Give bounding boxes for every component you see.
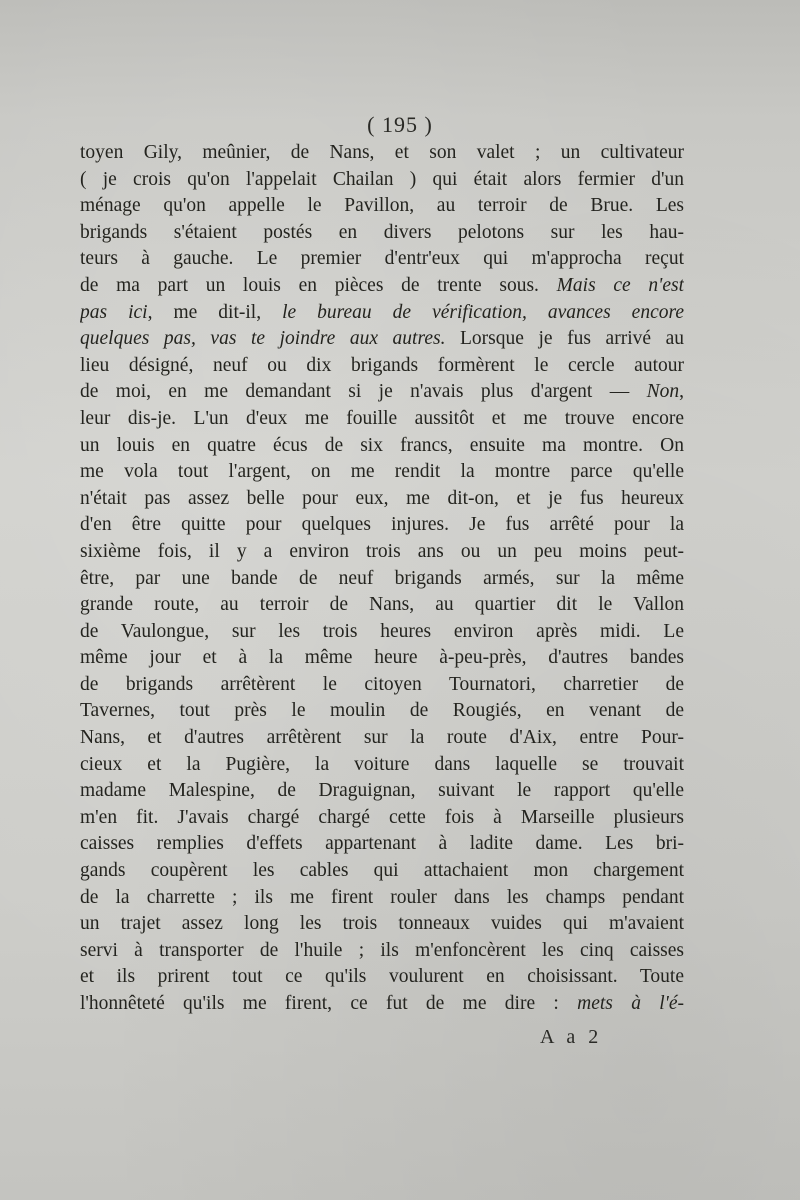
text-run: ( je crois qu'on l'appelait Chailan ) qui était alors fermier d'un bbox=[80, 168, 684, 190]
italic-text-run: Mais ce n'est bbox=[556, 274, 684, 296]
text-line bbox=[80, 353, 684, 380]
text-line bbox=[80, 220, 684, 247]
text-run: brigands s'étaient postés en divers pelotons sur les hau- bbox=[80, 221, 684, 243]
text-run: Nans, et d'autres arrêtèrent sur la route d'Aix, entre Pour- bbox=[80, 727, 684, 749]
text-line bbox=[80, 592, 684, 619]
text-run: m'en fit. J'avais chargé chargé cette fois à Marseille plusieurs bbox=[80, 806, 684, 828]
text-line bbox=[80, 167, 684, 194]
text-line bbox=[80, 725, 684, 752]
italic-text-run: mets à l'é- bbox=[577, 993, 684, 1014]
text-run: de Vaulongue, sur les trois heures environ après midi. Le bbox=[80, 620, 684, 642]
text-run: de ma part un louis en pièces de trente sous. bbox=[80, 274, 557, 296]
text-run: grande route, au terroir de Nans, au quartier dit le Vallon bbox=[80, 594, 684, 616]
text-run: sixième fois, il y a environ trois ans ou un peu moins peut- bbox=[80, 540, 684, 562]
text-run: et ils prirent tout ce qu'ils voulurent en choisissant. Toute bbox=[80, 966, 684, 988]
text-run: n'était pas assez belle pour eux, me dit-on, et je fus heureux bbox=[80, 487, 684, 509]
text-line bbox=[80, 752, 684, 779]
text-line bbox=[80, 326, 684, 353]
text-run: l'honnêteté qu'ils me firent, ce fut de me dire : bbox=[80, 993, 578, 1014]
text-run: même jour et à la même heure à-peu-près, d'autres bandes bbox=[80, 647, 684, 669]
text-run: me vola tout l'argent, on me rendit la montre parce qu'elle bbox=[80, 461, 684, 483]
text-run: caisses remplies d'effets appartenant à ladite dame. Les bri- bbox=[80, 833, 684, 855]
printer-signature-mark: A a 2 bbox=[540, 1026, 603, 1048]
text-line bbox=[80, 885, 684, 912]
text-run: madame Malespine, de Draguignan, suivant le rapport qu'elle bbox=[80, 780, 684, 802]
text-run: Lorsque je fus arrivé au bbox=[445, 328, 684, 350]
text-line bbox=[80, 193, 684, 220]
text-run: lieu désigné, neuf ou dix brigands formèrent le cercle autour bbox=[80, 354, 684, 376]
italic-text-run: pas ici bbox=[80, 301, 148, 323]
italic-text-run: Non bbox=[646, 381, 680, 403]
text-run: toyen Gily, meûnier, de Nans, et son valet ; un cultivateur bbox=[80, 142, 684, 163]
text-run: gands coupèrent les cables qui attachaient mon chargement bbox=[80, 860, 684, 882]
text-line bbox=[80, 858, 684, 885]
text-line bbox=[80, 300, 684, 327]
text-line bbox=[80, 964, 684, 991]
text-run: ménage qu'on appelle le Pavillon, au terroir de Brue. Les bbox=[80, 195, 684, 217]
text-line bbox=[80, 539, 684, 566]
text-run: être, par une bande de neuf brigands armés, sur la même bbox=[80, 567, 684, 589]
text-line bbox=[80, 406, 684, 433]
text-line bbox=[80, 459, 684, 486]
text-line bbox=[80, 140, 684, 167]
text-line bbox=[80, 778, 684, 805]
text-line bbox=[80, 433, 684, 460]
text-line bbox=[80, 991, 684, 1018]
text-run: teurs à gauche. Le premier d'entr'eux qui m'approcha reçut bbox=[80, 248, 684, 270]
text-line bbox=[80, 619, 684, 646]
text-run: un louis en quatre écus de six francs, ensuite ma montre. On bbox=[80, 434, 684, 456]
text-run: de moi, en me demandant si je n'avais plus d'argent — bbox=[80, 381, 647, 403]
text-line bbox=[80, 698, 684, 725]
body-text bbox=[80, 140, 684, 1018]
text-run: de la charrette ; ils me firent rouler dans les champs pendant bbox=[80, 886, 684, 908]
text-run: de brigands arrêtèrent le citoyen Tournatori, charretier de bbox=[80, 673, 684, 695]
page-number: ( 195 ) bbox=[367, 112, 433, 137]
text-run: Tavernes, tout près le moulin de Rougiés, en venant de bbox=[80, 700, 684, 722]
text-line bbox=[80, 645, 684, 672]
italic-text-run: quelques pas, vas te joindre aux autres. bbox=[80, 328, 446, 350]
text-line bbox=[80, 911, 684, 938]
text-line bbox=[80, 486, 684, 513]
text-run: leur dis-je. L'un d'eux me fouille aussitôt et me trouve encore bbox=[80, 407, 684, 429]
text-line bbox=[80, 246, 684, 273]
text-line bbox=[80, 512, 684, 539]
text-run: , me dit-il, bbox=[147, 301, 283, 323]
text-line bbox=[80, 379, 684, 406]
text-line bbox=[80, 805, 684, 832]
italic-text-run: le bureau de vérification, avances encore bbox=[282, 301, 684, 323]
text-run: servi à transporter de l'huile ; ils m'enfoncèrent les cinq caisses bbox=[80, 939, 684, 961]
text-line bbox=[80, 566, 684, 593]
text-run: un trajet assez long les trois tonneaux vuides qui m'avaient bbox=[80, 913, 684, 935]
text-line bbox=[80, 938, 684, 965]
text-run: cieux et la Pugière, la voiture dans laquelle se trouvait bbox=[80, 753, 684, 775]
text-line bbox=[80, 273, 684, 300]
text-line bbox=[80, 831, 684, 858]
text-run: d'en être quitte pour quelques injures. Je fus arrêté pour la bbox=[80, 514, 684, 536]
text-run: , bbox=[679, 381, 684, 403]
text-line bbox=[80, 672, 684, 699]
